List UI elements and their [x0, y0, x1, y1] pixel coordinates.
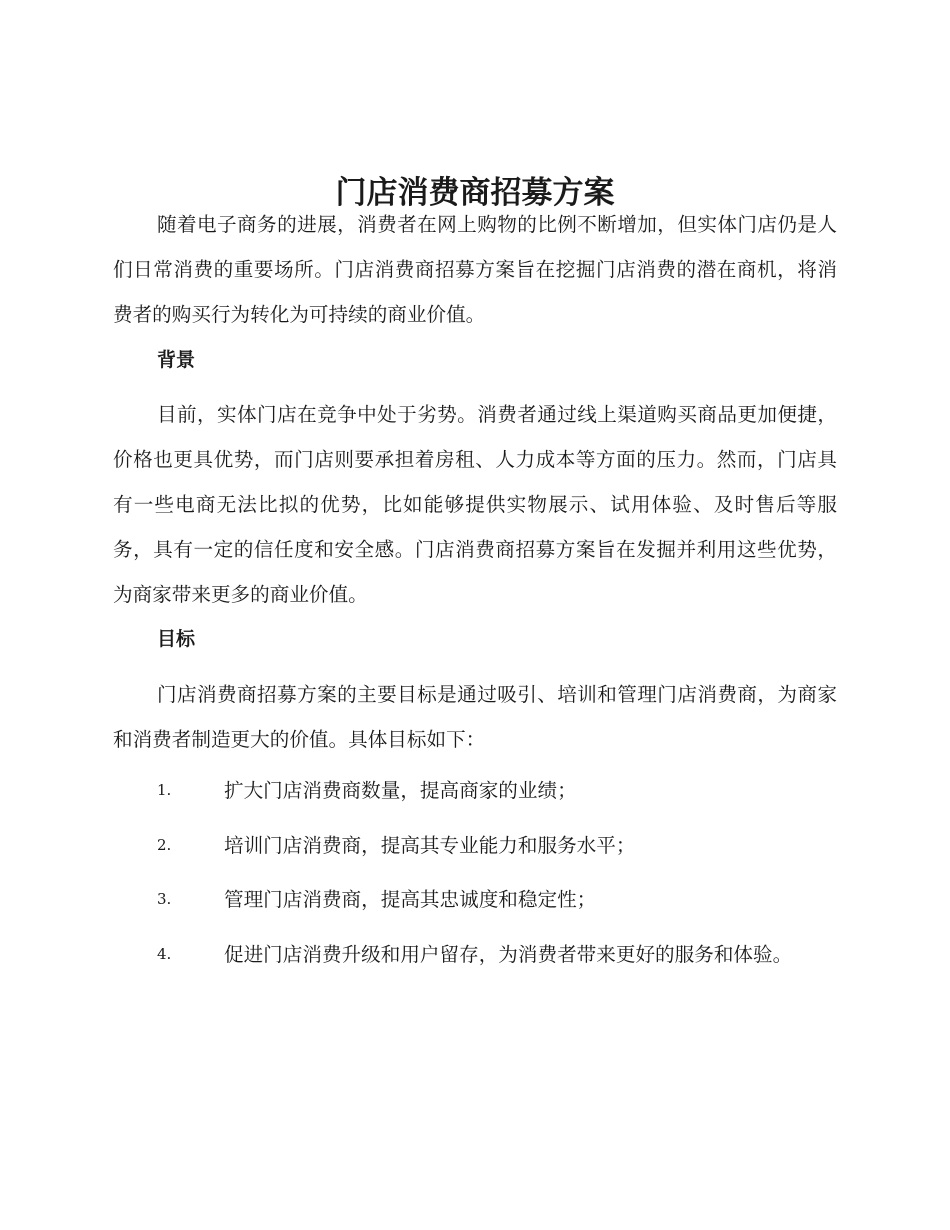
section-heading-background: 背景: [157, 349, 196, 371]
intro-paragraph: 随着电子商务的进展，消费者在网上购物的比例不断增加，但实体门店仍是人们日常消费的重要场所。门店消费商招募方案旨在挖掘门店消费的潜在商机，将消费者的购买行为转化为可持续的商业价值。: [113, 213, 837, 326]
list-item-number: 1.: [157, 781, 172, 799]
list-item-number: 2.: [157, 836, 172, 854]
list-item-text: 管理门店消费商，提高其忠诚度和稳定性；: [224, 888, 597, 911]
list-item-number: 4.: [157, 945, 172, 963]
list-item-text: 扩大门店消费商数量，提高商家的业绩；: [224, 779, 577, 802]
list-item: [113, 932, 837, 977]
list-item: [113, 768, 837, 813]
list-item: [113, 877, 837, 922]
goals-paragraph: 门店消费商招募方案的主要目标是通过吸引、培训和管理门店消费商，为商家和消费者制造更大的价值。具体目标如下：: [113, 683, 837, 751]
list-item-number: 3.: [157, 890, 172, 908]
list-item: [113, 823, 837, 868]
document-title: 门店消费商招募方案: [335, 174, 615, 211]
background-paragraph: 目前，实体门店在竞争中处于劣势。消费者通过线上渠道购买商品更加便捷，价格也更具优势，而门店则要承担着房租、人力成本等方面的压力。然而，门店具有一些电商无法比拟的优势，比如能够提供实物展示、试用体验、及时售后等服务，具有一定的信任度和安全感。门店消费商招募方案旨在发掘并利用这些优势，为商家带来更多的商业价值。: [113, 403, 837, 606]
section-heading-goals: 目标: [157, 628, 196, 650]
list-item-text: 促进门店消费升级和用户留存，为消费者带来更好的服务和体验。: [224, 943, 793, 966]
list-item-text: 培训门店消费商，提高其专业能力和服务水平；: [224, 834, 636, 857]
